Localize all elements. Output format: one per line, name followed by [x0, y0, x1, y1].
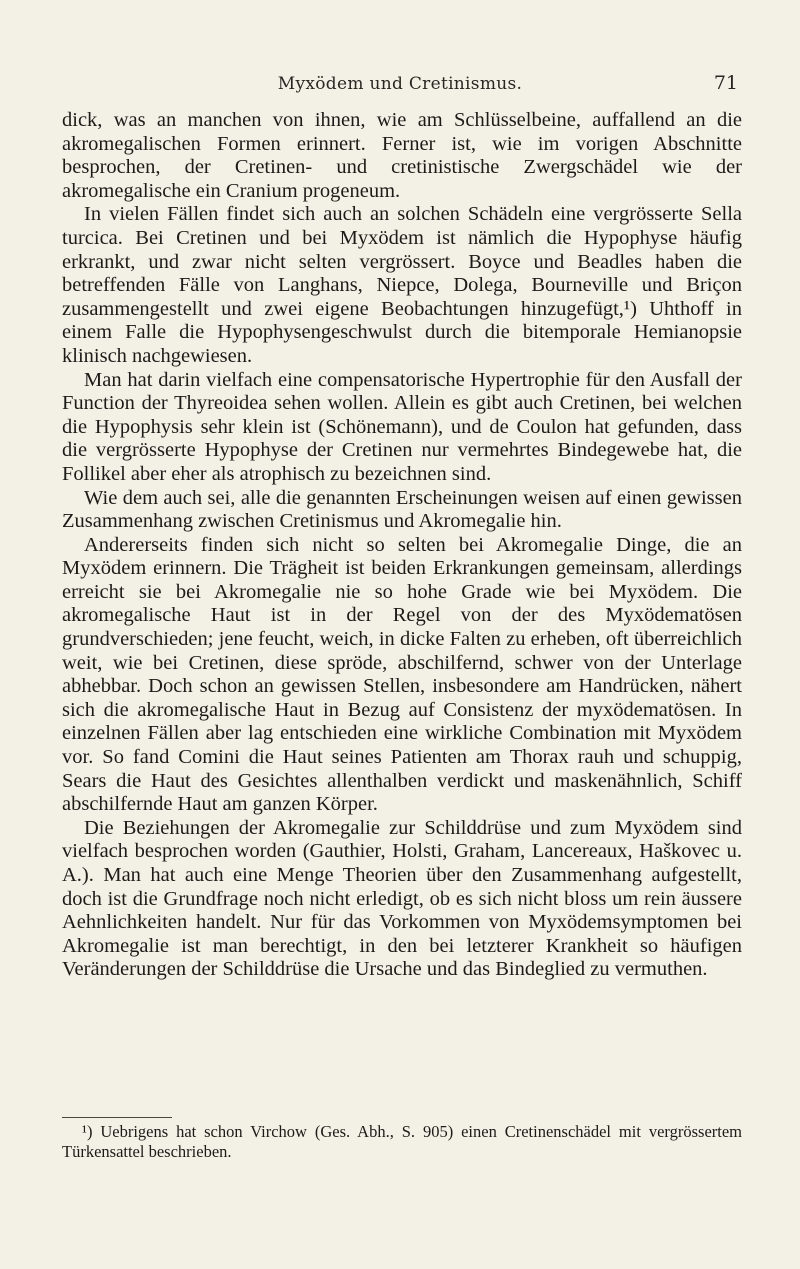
paragraph-continued: dick, was an manchen von ihnen, wie am Schlüsselbeine, auffallend an die akromegalischen Formen erinnert. Ferner ist, wie im vorigen Abschnitte besprochen, der Cretinen- und cretinistische Zwergschädel wie der akromegalische ein Cranium progeneum.: [62, 109, 742, 202]
running-header: [0, 74, 800, 98]
page-number: 71: [713, 72, 738, 94]
running-title: Myxödem und Cretinismus.: [277, 74, 523, 94]
footnote: ¹) Uebrigens hat schon Virchow (Ges. Abh., S. 905) einen Cretinenschädel mit vergrössertem Türkensattel beschrieben.: [62, 1122, 742, 1161]
footnote-divider: [62, 1117, 172, 1118]
paragraph-sella-turcica: In vielen Fällen findet sich auch an solchen Schädeln eine vergrösserte Sella turcica. Bei Cretinen und bei Myxödem ist nämlich die Hypophyse häufig erkrankt, und zwar nicht selten vergrössert. Boyce und Beadles haben die betreffenden Fälle von Langhans, Niepce, Dolega, Bourneville und Briçon zusammengestellt und zwei eigene Beobachtungen hinzugefügt,¹) Uhthoff in einem Falle die Hypophysengeschwulst durch die bitemporale Hemianopsie klinisch nachgewiesen.: [62, 203, 742, 367]
paragraph-hypertrophie: Man hat darin vielfach eine compensatorische Hypertrophie für den Ausfall der Function der Thyreoidea sehen wollen. Allein es gibt auch Cretinen, bei welchen die Hypophysis sehr klein ist (Schönemann), und de Coulon hat gefunden, dass die vergrösserte Hypophyse der Cretinen nur vermehrtes Bindegewebe hat, die Follikel aber eher als atrophisch zu bezeichnen sind.: [62, 368, 742, 485]
paragraph-zusammenhang: Wie dem auch sei, alle die genannten Erscheinungen weisen auf einen gewissen Zusammenhang zwischen Cretinismus und Akromegalie hin.: [62, 486, 742, 533]
paragraph-myxoedem-haut: Andererseits finden sich nicht so selten bei Akromegalie Dinge, die an Myxödem erinnern. Die Trägheit ist beiden Erkrankungen gemeinsam, allerdings erreicht sie bei Akromegalie nie so hohe Grade wie bei Myxödem. Die akromegalische Haut ist in der Regel von der des Myxödematösen grundverschieden; jene feucht, weich, in dicke Falten zu erheben, oft überreichlich weit, wie bei Cretinen, diese spröde, abschilfernd, schwer von der Unterlage abhebbar. Doch schon an gewissen Stellen, insbesondere am Handrücken, nähert sich die akromegalische Haut in Bezug auf Consistenz der myxödematösen. In einzelnen Fällen aber lag entschieden eine wirkliche Combination mit Myxödem vor. So fand Comini die Haut seines Patienten am Thorax rauh und schuppig, Sears die Haut des Gesichtes allenthalben verdickt und maskenähnlich, Schiff abschilfernde Haut am ganzen Körper.: [62, 533, 742, 816]
body-text: [62, 109, 742, 982]
paragraph-schilddruese: Die Beziehungen der Akromegalie zur Schilddrüse und zum Myxödem sind vielfach besprochen worden (Gauthier, Holsti, Graham, Lancereaux, Haškovec u. A.). Man hat auch eine Menge Theorien über den Zusammenhang aufgestellt, doch ist die Grundfrage noch nicht erledigt, ob es sich nicht bloss um rein äussere Aehnlichkeiten handelt. Nur für das Vorkommen von Myxödemsymptomen bei Akromegalie ist man berechtigt, in den bei letzterer Krankheit so häufigen Veränderungen der Schilddrüse die Ursache und das Bindeglied zu vermuthen.: [62, 816, 742, 981]
